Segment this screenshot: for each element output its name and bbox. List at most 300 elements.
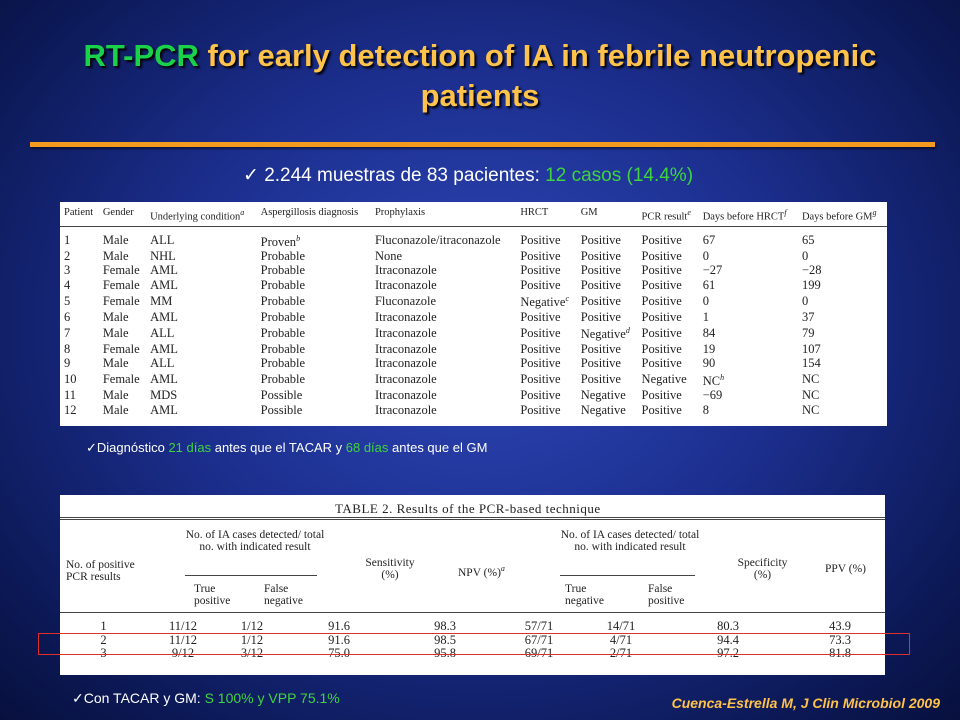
- table-row: [60, 310, 887, 324]
- cell-value: MM: [150, 293, 173, 308]
- cell-value: Probable: [260, 325, 306, 340]
- cell-value: NC: [801, 388, 820, 403]
- table-cell: [371, 371, 516, 389]
- cell-value: AML: [150, 309, 178, 324]
- cell-value: 199: [801, 277, 821, 292]
- table-cell: 98.5: [434, 632, 456, 647]
- col-group-sensitivity: No. of IA cases detected/ total no. with indicated result: [185, 529, 325, 553]
- table-cell: [99, 324, 146, 342]
- table-cell: [516, 278, 576, 292]
- cell-value: 65: [801, 233, 815, 248]
- table-cell: [60, 292, 99, 310]
- cell-value: Itraconazole: [374, 309, 437, 324]
- table-cell: [577, 371, 638, 389]
- table-cell: [798, 263, 887, 277]
- table-cell: [516, 310, 576, 324]
- cell-value: Positive: [641, 309, 682, 324]
- cell-value: Itraconazole: [374, 356, 437, 371]
- cell-value: AML: [150, 341, 178, 356]
- cell-value: MDS: [150, 388, 178, 403]
- table-cell: [516, 226, 576, 249]
- cell-value: Itraconazole: [374, 341, 437, 356]
- header-label: PCR result: [641, 211, 688, 223]
- cell-value: ALL: [150, 233, 175, 248]
- cell-value: Positive: [641, 277, 682, 292]
- cell-value: Positive: [580, 372, 621, 387]
- cell-value: NC: [801, 402, 820, 417]
- cell-value: Probable: [260, 356, 306, 371]
- table-cell: [798, 371, 887, 389]
- bullet-samples-highlight: 12 casos (14.4%): [545, 165, 694, 186]
- table-row: [60, 292, 887, 310]
- table-cell: [638, 278, 699, 292]
- checkmark-icon: ✓: [72, 690, 84, 706]
- table-cell: [798, 403, 887, 417]
- cell-value: Positive: [580, 309, 621, 324]
- bullet-combined-text: Con TACAR y GM:: [83, 690, 205, 706]
- table-row: [60, 356, 887, 370]
- bullet-combined: [72, 690, 340, 707]
- table-cell: [99, 371, 146, 389]
- cell-value: NHL: [150, 249, 176, 264]
- cell-value: 8: [702, 402, 709, 417]
- table-cell: [371, 388, 516, 402]
- table-cell: [638, 310, 699, 324]
- cell-value: 6: [64, 309, 71, 324]
- table-cell: [516, 292, 576, 310]
- col-sensitivity: Sensitivity (%): [365, 557, 415, 581]
- header-label: Prophylaxis: [374, 207, 426, 218]
- table-cell: [798, 324, 887, 342]
- table-cell: [146, 403, 257, 417]
- table-cell: [257, 226, 371, 249]
- table-cell: [798, 342, 887, 356]
- table2-top-rule: [60, 517, 885, 518]
- cell-value: 12: [64, 402, 77, 417]
- cell-value: 11: [64, 388, 77, 403]
- slide-title: [40, 36, 920, 116]
- bullet-diagnosis-text-1: Diagnóstico: [96, 440, 169, 455]
- col-positive-pcr: No. of positive PCR results: [66, 559, 135, 583]
- header-label: HRCT: [520, 207, 549, 218]
- col-group-specificity: No. of IA cases detected/ total no. with indicated result: [560, 529, 700, 553]
- table-cell: [60, 226, 99, 249]
- cell-value: AML: [150, 263, 178, 278]
- cell-value: Positive: [520, 233, 561, 248]
- bullet-diagnosis-text-3: antes que el GM: [388, 440, 488, 455]
- cell-value: NC: [801, 372, 820, 387]
- cell-value: 1: [64, 233, 71, 248]
- cell-value: 19: [702, 341, 716, 356]
- table-cell: [371, 356, 516, 370]
- table1-header-cell: [257, 202, 371, 226]
- title-rtpcr: RT-PCR: [83, 38, 199, 73]
- col-true-negative: True negative: [565, 583, 604, 607]
- cell-value: Positive: [641, 293, 682, 308]
- bullet-diagnosis-highlight-2: 68 días: [345, 440, 389, 455]
- cell-value: Positive: [520, 263, 561, 278]
- table-cell: [371, 249, 516, 263]
- bullet-diagnosis: [86, 440, 487, 456]
- cell-value: Female: [102, 263, 140, 278]
- cell-value: Probable: [260, 372, 306, 387]
- patients-table: [60, 202, 887, 417]
- cell-value: Probable: [260, 309, 306, 324]
- table-cell: [798, 292, 887, 310]
- table-cell: [371, 342, 516, 356]
- bullet-combined-highlight: S 100% y VPP 75.1%: [204, 690, 340, 706]
- table-cell: [577, 310, 638, 324]
- cell-value: Positive: [520, 309, 561, 324]
- cell-value: Fluconazole/itraconazole: [374, 233, 501, 248]
- cell-value: Positive: [520, 341, 561, 356]
- table-cell: 1/12: [240, 619, 264, 633]
- table-cell: 80.3: [717, 619, 739, 633]
- header-label: Underlying condition: [150, 211, 241, 223]
- cell-value: −69: [702, 388, 723, 403]
- table-cell: [99, 278, 146, 292]
- cell-value: Itraconazole: [374, 388, 437, 403]
- table-cell: 1: [100, 619, 107, 633]
- table-cell: [638, 371, 699, 389]
- table-cell: [638, 388, 699, 402]
- table-cell: [99, 342, 146, 356]
- table-cell: [699, 292, 798, 310]
- table-cell: 91.6: [328, 632, 350, 647]
- table-cell: [146, 249, 257, 263]
- table-cell: [60, 403, 99, 417]
- cell-value: Negative: [580, 327, 626, 342]
- col-false-negative: False negative: [264, 583, 303, 607]
- bullet-samples: [243, 164, 693, 187]
- table-cell: [257, 292, 371, 310]
- table1-header-cell: [99, 202, 146, 226]
- table-cell: [146, 342, 257, 356]
- table-cell: [60, 371, 99, 389]
- table-cell: [99, 310, 146, 324]
- cell-value: Female: [102, 372, 140, 387]
- cell-value: None: [374, 249, 403, 264]
- table-cell: [577, 403, 638, 417]
- table-row: [60, 324, 887, 342]
- cell-value: Positive: [641, 341, 682, 356]
- cell-value: Male: [102, 325, 129, 340]
- cell-value: 37: [801, 309, 815, 324]
- table-cell: [516, 371, 576, 389]
- cell-value: Possible: [260, 388, 303, 403]
- table-cell: [371, 263, 516, 277]
- table-cell: [699, 388, 798, 402]
- cell-value: Positive: [641, 402, 682, 417]
- cell-value: 84: [702, 325, 716, 340]
- cell-value: 61: [702, 277, 716, 292]
- header-label: Gender: [102, 207, 134, 218]
- table-cell: [638, 356, 699, 370]
- table-cell: [99, 292, 146, 310]
- table2-title: TABLE 2. Results of the PCR-based technique: [335, 501, 601, 516]
- group1-underline: [185, 575, 317, 576]
- cell-value: 8: [64, 341, 71, 356]
- table-cell: 57/71: [524, 619, 554, 633]
- table2-top-rule-2: [60, 519, 885, 520]
- table-cell: 11/12: [168, 619, 197, 633]
- table-cell: 95.8: [434, 646, 456, 660]
- group2-underline: [560, 575, 695, 576]
- cell-value: Itraconazole: [374, 372, 437, 387]
- cell-value: Male: [102, 309, 129, 324]
- table-cell: 98.3: [434, 619, 456, 633]
- table-cell: [516, 263, 576, 277]
- table-cell: [60, 310, 99, 324]
- table1-header-cell: [699, 202, 798, 226]
- table-cell: [257, 342, 371, 356]
- table-cell: [146, 324, 257, 342]
- table-cell: [99, 226, 146, 249]
- cell-value: Negative: [580, 388, 626, 403]
- col-ppv: PPV (%): [825, 563, 867, 575]
- table2-header-rule: [60, 612, 885, 613]
- table-cell: [257, 356, 371, 370]
- cell-value: 0: [801, 293, 809, 308]
- table-cell: [699, 263, 798, 277]
- table-cell: 1/12: [240, 632, 264, 647]
- table-cell: [516, 342, 576, 356]
- col-specificity: Specificity (%): [737, 557, 788, 581]
- cell-value: Positive: [641, 249, 682, 264]
- table-cell: [699, 356, 798, 370]
- checkmark-icon: ✓: [243, 165, 259, 186]
- table-cell: 97.2: [717, 646, 739, 660]
- cell-value: Positive: [580, 233, 621, 248]
- cell-value: Male: [102, 356, 129, 371]
- cell-value: 4: [64, 277, 71, 292]
- table-cell: [99, 388, 146, 402]
- cell-value: 2: [64, 249, 71, 264]
- table-cell: [99, 403, 146, 417]
- table-cell: [60, 324, 99, 342]
- table-cell: [577, 278, 638, 292]
- cell-value: −28: [801, 263, 822, 278]
- col-npv-label: NPV (%): [458, 566, 501, 579]
- bullet-diagnosis-text-2: antes que el TACAR y: [211, 440, 346, 455]
- table-cell: 2: [100, 632, 107, 647]
- cell-value: 0: [801, 249, 809, 264]
- table-cell: [699, 249, 798, 263]
- cell-value: 154: [801, 356, 821, 371]
- cell-value: AML: [150, 402, 178, 417]
- table-cell: [577, 324, 638, 342]
- table-cell: 3: [100, 646, 107, 660]
- cell-value: Positive: [641, 263, 682, 278]
- cell-value: Positive: [520, 388, 561, 403]
- cell-value: Negative: [520, 295, 566, 310]
- table-cell: [577, 356, 638, 370]
- col-npv-sup: a: [500, 564, 505, 573]
- cell-value: Itraconazole: [374, 277, 437, 292]
- cell-value: Positive: [580, 263, 621, 278]
- cell-value: Female: [102, 293, 140, 308]
- title-divider: [30, 142, 935, 147]
- header-label: Patient: [64, 207, 94, 218]
- highlight-box-row-2: [38, 633, 910, 655]
- table-cell: [798, 388, 887, 402]
- table-cell: [699, 342, 798, 356]
- table-cell: [699, 403, 798, 417]
- table-cell: 2/71: [609, 646, 633, 660]
- table-cell: [257, 371, 371, 389]
- cell-value: Positive: [580, 341, 621, 356]
- cell-value: Itraconazole: [374, 263, 437, 278]
- cell-value: Probable: [260, 263, 306, 278]
- col-npv: [458, 563, 518, 579]
- cell-value: Female: [102, 341, 140, 356]
- table-cell: [371, 278, 516, 292]
- cell-value: Fluconazole: [374, 293, 437, 308]
- table1-header-cell: [577, 202, 638, 226]
- table-cell: 91.6: [328, 619, 350, 633]
- cell-footnote: h: [720, 372, 725, 382]
- table-cell: [99, 263, 146, 277]
- cell-value: 1: [702, 309, 709, 324]
- table-cell: 67/71: [524, 632, 554, 647]
- table-cell: [798, 278, 887, 292]
- table-cell: [638, 342, 699, 356]
- cell-value: 7: [64, 325, 71, 340]
- cell-value: Probable: [260, 341, 306, 356]
- table-cell: 81.8: [829, 646, 851, 660]
- table-cell: [257, 388, 371, 402]
- table-row: [60, 388, 887, 402]
- table-cell: [516, 249, 576, 263]
- table-cell: [99, 249, 146, 263]
- table-cell: [798, 310, 887, 324]
- header-footnote: f: [784, 208, 787, 217]
- bullet-diagnosis-highlight-1: 21 días: [168, 440, 212, 455]
- cell-value: Itraconazole: [374, 325, 437, 340]
- table-cell: [798, 356, 887, 370]
- cell-value: Positive: [520, 325, 561, 340]
- table-row: [60, 263, 887, 277]
- cell-value: 90: [702, 356, 716, 371]
- cell-value: 3: [64, 263, 71, 278]
- table-cell: [699, 226, 798, 249]
- cell-footnote: c: [565, 294, 569, 304]
- table-cell: [60, 388, 99, 402]
- table-cell: [257, 310, 371, 324]
- citation: Cuenca-Estrella M, J Clin Microbiol 2009: [671, 695, 940, 711]
- table-cell: [60, 342, 99, 356]
- table-cell: [798, 249, 887, 263]
- table1-header-cell: [60, 202, 99, 226]
- table-cell: 9/12: [171, 646, 195, 660]
- table-cell: [371, 403, 516, 417]
- table-cell: [798, 226, 887, 249]
- cell-value: Positive: [580, 277, 621, 292]
- table-cell: [146, 226, 257, 249]
- table-cell: [699, 310, 798, 324]
- cell-footnote: b: [296, 233, 301, 243]
- cell-value: Possible: [260, 402, 303, 417]
- cell-value: Negative: [580, 402, 626, 417]
- cell-value: NC: [702, 373, 721, 388]
- table-cell: 69/71: [524, 646, 554, 660]
- cell-value: 5: [64, 293, 71, 308]
- cell-value: Positive: [520, 402, 561, 417]
- table-cell: [371, 292, 516, 310]
- table-cell: [699, 278, 798, 292]
- cell-value: Male: [102, 388, 129, 403]
- cell-value: Female: [102, 277, 140, 292]
- table-cell: [146, 356, 257, 370]
- header-footnote: g: [872, 208, 877, 217]
- cell-value: 79: [801, 325, 815, 340]
- table-cell: [60, 263, 99, 277]
- table-cell: [146, 310, 257, 324]
- cell-value: Positive: [580, 249, 621, 264]
- checkmark-icon: ✓: [86, 440, 97, 455]
- table-cell: [638, 263, 699, 277]
- table-cell: [257, 263, 371, 277]
- cell-value: AML: [150, 372, 178, 387]
- table-cell: [577, 226, 638, 249]
- table-cell: 4/71: [609, 632, 633, 647]
- title-rest: for early detection of IA in febrile neutropenic patients: [198, 38, 877, 113]
- table-cell: [257, 403, 371, 417]
- table-row: [60, 249, 887, 263]
- table-cell: [60, 356, 99, 370]
- cell-value: Positive: [580, 356, 621, 371]
- header-label: Days before GM: [801, 211, 873, 223]
- table-cell: [516, 403, 576, 417]
- cell-value: Probable: [260, 249, 306, 264]
- cell-value: Positive: [641, 388, 682, 403]
- table-cell: [638, 403, 699, 417]
- table-cell: [577, 292, 638, 310]
- cell-value: Male: [102, 233, 129, 248]
- cell-value: Itraconazole: [374, 402, 437, 417]
- patients-table-image: [60, 202, 887, 426]
- table1-header-cell: [516, 202, 576, 226]
- table-cell: [371, 310, 516, 324]
- col-false-positive: False positive: [648, 583, 685, 607]
- cell-value: Probable: [260, 277, 306, 292]
- table-cell: [257, 324, 371, 342]
- cell-value: Positive: [520, 372, 561, 387]
- table-cell: [146, 371, 257, 389]
- cell-value: Negative: [641, 372, 687, 387]
- table-cell: [146, 388, 257, 402]
- cell-value: Positive: [641, 356, 682, 371]
- cell-value: Positive: [580, 293, 621, 308]
- header-footnote: e: [687, 208, 691, 217]
- table-row: [60, 278, 887, 292]
- table-row: [60, 403, 887, 417]
- table-cell: [699, 371, 798, 389]
- cell-value: Probable: [260, 293, 306, 308]
- table-cell: 94.4: [717, 632, 739, 647]
- cell-value: 9: [64, 356, 71, 371]
- header-label: Aspergillosis diagnosis: [260, 207, 359, 218]
- table1-header-cell: [798, 202, 887, 226]
- table-cell: [146, 278, 257, 292]
- cell-value: 67: [702, 233, 716, 248]
- table-cell: [577, 342, 638, 356]
- cell-value: ALL: [150, 325, 175, 340]
- table1-header-cell: [638, 202, 699, 226]
- table-cell: [638, 226, 699, 249]
- table-cell: 75.0: [328, 646, 350, 660]
- cell-value: −27: [702, 263, 723, 278]
